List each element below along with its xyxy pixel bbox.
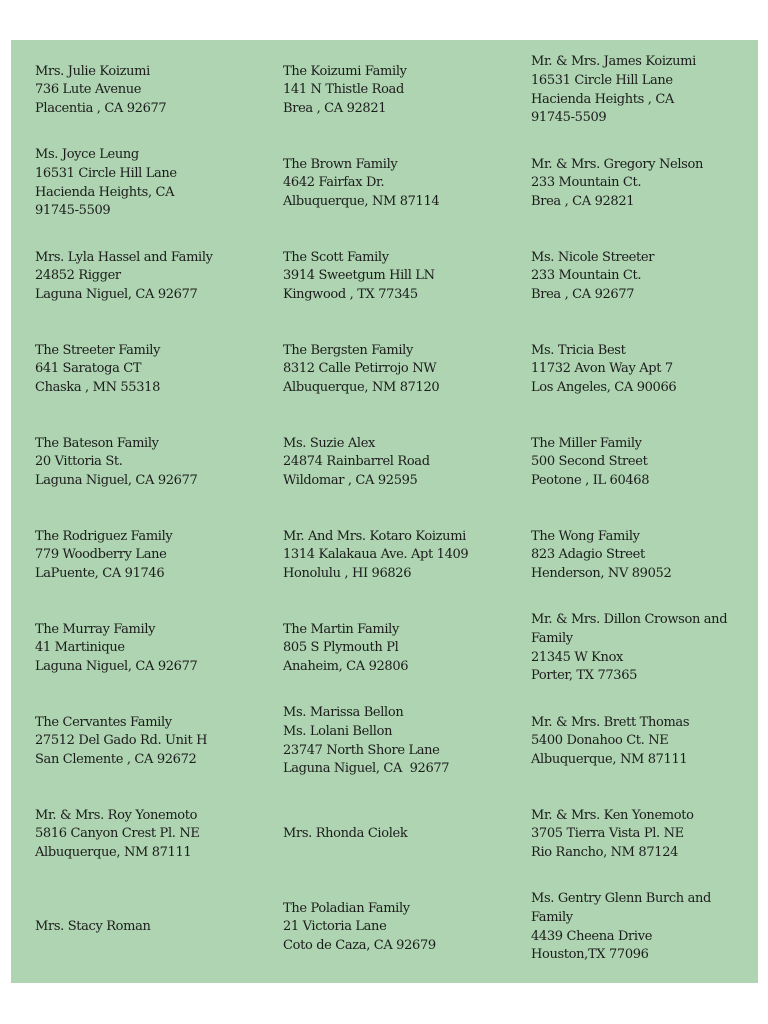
recipient-name: Ms. Nicole Streeter <box>531 249 655 265</box>
recipient-name: Mrs. Stacy Roman <box>35 919 151 935</box>
address-line: Los Angeles, CA 90066 <box>531 379 677 395</box>
address-line: 5400 Donahoo Ct. NE <box>531 733 669 749</box>
address-line: 21345 W Knox <box>531 649 624 665</box>
address-block <box>283 63 407 119</box>
address-block <box>35 249 213 305</box>
address-line: Honolulu , HI 96826 <box>283 565 412 581</box>
address-line: Laguna Niguel, CA 92677 <box>35 286 198 302</box>
address-block <box>35 714 207 770</box>
recipient-name: The Cervantes Family <box>35 714 172 730</box>
recipient-name: Mr. & Mrs. Ken Yonemoto <box>531 807 694 823</box>
address-label <box>507 881 758 974</box>
address-line: Laguna Niguel, CA 92677 <box>35 658 198 674</box>
recipient-name: The Streeter Family <box>35 342 161 358</box>
recipient-name: The Koizumi Family <box>283 63 407 79</box>
recipient-name: The Scott Family <box>283 249 389 265</box>
address-line: 3914 Sweetgum Hill LN <box>283 268 435 284</box>
recipient-name: Mr. & Mrs. Dillon Crowson and Family <box>531 612 731 646</box>
address-line: 16531 Circle Hill Lane <box>35 165 177 181</box>
recipient-name: Ms. Marissa Bellon <box>283 705 404 721</box>
address-label <box>259 416 507 509</box>
address-block <box>531 435 649 491</box>
recipient-name: The Wong Family <box>531 528 640 544</box>
address-line: 5816 Canyon Crest Pl. NE <box>35 826 200 842</box>
address-label <box>259 788 507 881</box>
address-line: 823 Adagio Street <box>531 547 645 563</box>
address-line: Brea , CA 92677 <box>531 286 635 302</box>
address-label <box>259 44 507 137</box>
address-block <box>283 435 430 491</box>
address-line: 233 Mountain Ct. <box>531 175 642 191</box>
recipient-name: The Brown Family <box>283 156 398 172</box>
address-label <box>507 602 758 695</box>
address-line: Albuquerque, NM 87120 <box>283 379 440 395</box>
address-line: Anaheim, CA 92806 <box>283 658 409 674</box>
recipient-name: Ms. Gentry Glenn Burch and Family <box>531 891 715 925</box>
label-grid <box>11 44 758 974</box>
address-block <box>531 890 750 964</box>
address-line: 141 N Thistle Road <box>283 82 404 98</box>
address-label <box>11 695 259 788</box>
address-label <box>507 44 758 137</box>
address-block <box>35 621 197 677</box>
address-line: 41 Martinique <box>35 640 125 656</box>
address-label <box>507 695 758 788</box>
recipient-name: The Rodriguez Family <box>35 528 173 544</box>
address-block <box>35 63 166 119</box>
address-block <box>35 342 160 398</box>
address-label <box>259 881 507 974</box>
address-block <box>531 807 694 863</box>
address-line: Coto de Caza, CA 92679 <box>283 937 436 953</box>
address-block <box>531 611 750 685</box>
address-label <box>11 323 259 416</box>
address-block <box>531 53 696 127</box>
address-line: Brea , CA 92821 <box>283 100 387 116</box>
address-block <box>531 156 703 212</box>
address-block <box>35 146 177 220</box>
address-label <box>11 44 259 137</box>
address-block <box>531 714 689 770</box>
address-line: Hacienda Heights, CA <box>35 184 175 200</box>
address-line: Porter, TX 77365 <box>531 668 638 684</box>
recipient-name: Ms. Suzie Alex <box>283 435 376 451</box>
address-line: 779 Woodberry Lane <box>35 547 167 563</box>
address-line: Wildomar , CA 92595 <box>283 472 418 488</box>
address-line: 24874 Rainbarrel Road <box>283 454 430 470</box>
address-line: Hacienda Heights , CA <box>531 91 674 107</box>
address-label <box>11 788 259 881</box>
address-label <box>507 137 758 230</box>
address-line: Albuquerque, NM 87114 <box>283 193 440 209</box>
address-line: Houston,TX 77096 <box>531 947 649 963</box>
recipient-name: The Miller Family <box>531 435 642 451</box>
address-line: 16531 Circle Hill Lane <box>531 72 673 88</box>
address-block <box>283 825 407 844</box>
address-label <box>259 602 507 695</box>
recipient-name: The Bateson Family <box>35 435 159 451</box>
address-line: 4642 Fairfax Dr. <box>283 175 385 191</box>
recipient-name: Mr. & Mrs. Gregory Nelson <box>531 156 704 172</box>
address-line: 4439 Cheena Drive <box>531 928 653 944</box>
recipient-name: Mr. And Mrs. Kotaro Koizumi <box>283 528 466 544</box>
address-line: Brea , CA 92821 <box>531 193 635 209</box>
address-label <box>11 416 259 509</box>
recipient-name: Mr. & Mrs. Brett Thomas <box>531 714 690 730</box>
address-block <box>35 435 197 491</box>
address-block <box>35 918 151 937</box>
recipient-name: Mr. & Mrs. James Koizumi <box>531 54 696 70</box>
address-label <box>11 509 259 602</box>
address-block <box>531 249 654 305</box>
recipient-name: Mrs. Julie Koizumi <box>35 63 150 79</box>
address-line: Kingwood , TX 77345 <box>283 286 418 302</box>
address-block <box>35 807 199 863</box>
address-line: 641 Saratoga CT <box>35 361 142 377</box>
address-line: 8312 Calle Petirrojo NW <box>283 361 437 377</box>
recipient-name: Mrs. Lyla Hassel and Family <box>35 249 213 265</box>
recipient-name: The Poladian Family <box>283 900 410 916</box>
address-line: Albuquerque, NM 87111 <box>35 844 192 860</box>
address-line: 20 Vittoria St. <box>35 454 123 470</box>
recipient-name: The Murray Family <box>35 621 156 637</box>
recipient-name: The Martin Family <box>283 621 399 637</box>
address-label <box>507 323 758 416</box>
address-line: 27512 Del Gado Rd. Unit H <box>35 733 208 749</box>
address-label <box>507 788 758 881</box>
address-block <box>35 528 172 584</box>
address-line: 23747 North Shore Lane <box>283 742 440 758</box>
address-line: Rio Rancho, NM 87124 <box>531 844 679 860</box>
recipient-name: The Bergsten Family <box>283 342 413 358</box>
address-label <box>507 230 758 323</box>
address-line: 233 Mountain Ct. <box>531 268 642 284</box>
address-label <box>11 230 259 323</box>
address-line: San Clemente , CA 92672 <box>35 751 197 767</box>
address-label <box>507 509 758 602</box>
address-line: Ms. Lolani Bellon <box>283 723 393 739</box>
address-line: 736 Lute Avenue <box>35 82 142 98</box>
address-line: 1314 Kalakaua Ave. Apt 1409 <box>283 547 469 563</box>
address-label <box>259 137 507 230</box>
address-line: Laguna Niguel, CA 92677 <box>283 761 450 777</box>
address-block <box>531 342 676 398</box>
address-block <box>531 528 671 584</box>
recipient-name: Mr. & Mrs. Roy Yonemoto <box>35 807 198 823</box>
address-line: 500 Second Street <box>531 454 648 470</box>
label-sheet <box>11 40 758 983</box>
recipient-name: Ms. Tricia Best <box>531 342 626 358</box>
address-line: 3705 Tierra Vista Pl. NE <box>531 826 684 842</box>
recipient-name: Mrs. Rhonda Ciolek <box>283 826 408 842</box>
address-line: Laguna Niguel, CA 92677 <box>35 472 198 488</box>
address-line: LaPuente, CA 91746 <box>35 565 165 581</box>
address-label <box>259 230 507 323</box>
address-block <box>283 621 408 677</box>
address-block <box>283 528 468 584</box>
address-block <box>283 156 439 212</box>
address-label <box>11 602 259 695</box>
address-label <box>259 509 507 602</box>
address-line: 91745-5509 <box>531 110 607 126</box>
address-line: Chaska , MN 55318 <box>35 379 160 395</box>
recipient-name: Ms. Joyce Leung <box>35 147 139 163</box>
address-block <box>283 342 439 398</box>
address-label <box>11 881 259 974</box>
address-label <box>507 416 758 509</box>
address-line: 21 Victoria Lane <box>283 919 387 935</box>
address-line: Peotone , IL 60468 <box>531 472 650 488</box>
address-block <box>283 900 436 956</box>
address-label <box>259 695 507 788</box>
address-label <box>11 137 259 230</box>
address-line: Albuquerque, NM 87111 <box>531 751 688 767</box>
address-block <box>283 249 435 305</box>
address-line: 805 S Plymouth Pl <box>283 640 399 656</box>
address-label <box>259 323 507 416</box>
address-line: Henderson, NV 89052 <box>531 565 672 581</box>
address-line: 91745-5509 <box>35 203 111 219</box>
address-block <box>283 704 449 778</box>
address-line: 24852 Rigger <box>35 268 121 284</box>
address-line: Placentia , CA 92677 <box>35 100 167 116</box>
address-line: 11732 Avon Way Apt 7 <box>531 361 673 377</box>
